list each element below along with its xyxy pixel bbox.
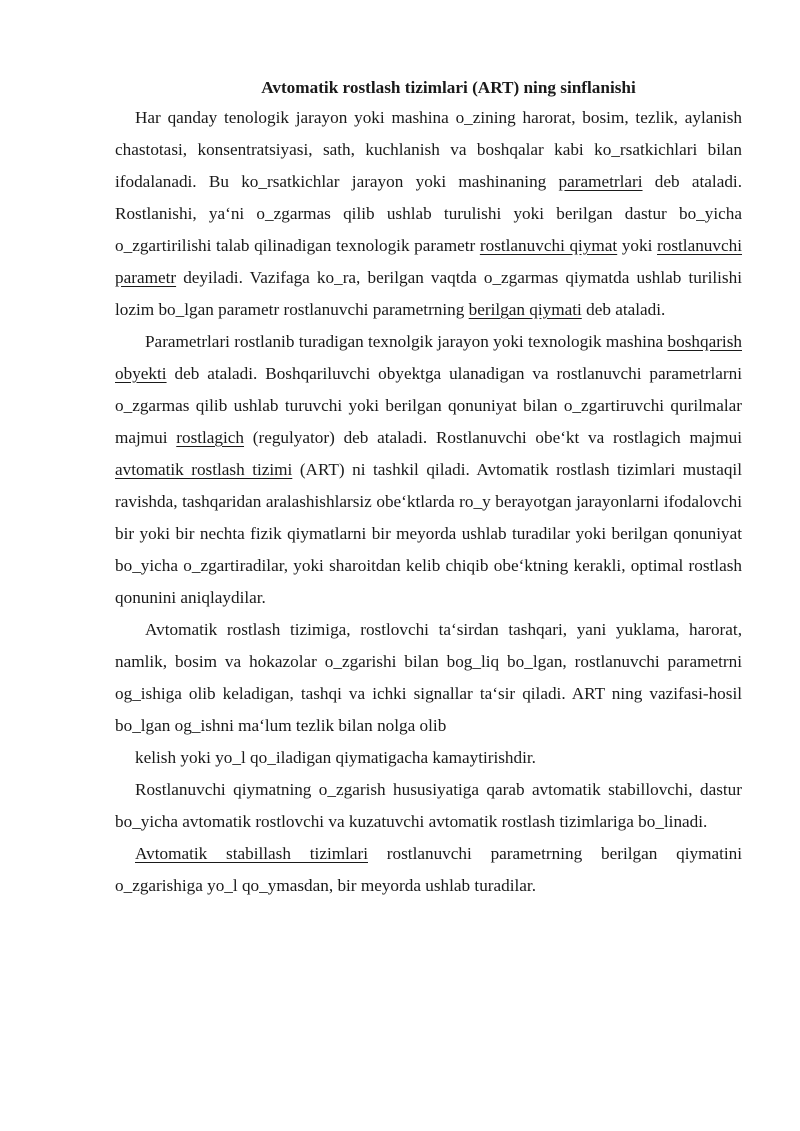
term-rostlagich: rostlagich	[176, 428, 245, 447]
term-avtomatik-rostlash-tizimi: avtomatik rostlash tizimi	[115, 460, 293, 479]
paragraph-stabilization	[115, 838, 742, 902]
p2-text-4: (ART) ni tashkil qiladi. Avtomatik rostlash tizimlari mustaqil ravishda, tashqaridan aralashishlarsiz obe‘ktlarda ro_y berayotgan jarayonlarni ifodalovchi bir yoki bir nechta fizik qiymatlarni bir meyorda ushlab turadilar yoki berilgan qonuniyat bo_yicha o_zgartiradilar, yoki sharoitdan kelib chiqib obe‘ktning kerakli, optimal rostlash qonunini aniqlaydilar.	[115, 460, 742, 607]
p5-text-1: rostlanuvchi parametrning berilgan qiymatini o_zgarishiga yo_l qo_ymasdan, bir meyorda ushlab turadilar.	[115, 844, 742, 895]
paragraph-classification: Rostlanuvchi qiymatning o_zgarish hususiyatiga qarab avtomatik stabillovchi, dastur bo_yicha avtomatik rostlovchi va kuzatuvchi avtomatik rostlash tizimlariga bo_linadi.	[115, 780, 742, 831]
term-boshqarish-obyekti: boshqarish obyekti	[115, 332, 742, 383]
term-berilgan-qiymati: berilgan qiymati	[468, 300, 582, 319]
p2-text-2: deb ataladi. Boshqariluvchi obyektga ulanadigan va rostlanuvchi parametrlarni o_zgarmas qilib ushlab turuvchi yoki berilgan qonuniyat bilan o_zgartiruvchi qurilmalar majmui	[115, 364, 742, 447]
p1-text-1: Har qanday tenologik jarayon yoki mashina o_zining harorat, bosim, tezlik, aylanish chastotasi, konsentratsiyasi, sath, kuchlanish va boshqalar kabi ko_rsatkichlari bilan ifodalanadi. Bu ko_rsatkichlar jarayon yoki mashinaning	[115, 108, 742, 191]
p1-text-4: deyiladi. Vazifaga ko_ra, berilgan vaqtda o_zgarmas qiymatda ushlab turilishi lozim bo_lgan parametr rostlanuvchi parametrning	[115, 268, 742, 319]
document-page	[115, 74, 742, 902]
p1-text-3: yoki	[617, 236, 658, 255]
term-rostlanuvchi-parametr: rostlanuvchi parametr	[115, 236, 742, 287]
term-avtomatik-stabillash-tizimlari: Avtomatik stabillash tizimlari	[135, 844, 368, 863]
paragraph-disturbances-continued: kelish yoki yo_l qo_iladigan qiymatigacha kamaytirishdir.	[135, 748, 536, 767]
p3-text-1: Avtomatik rostlash tizimiga, rostlovchi ta‘sirdan tashqari, yani yuklama, harorat, namlik, bosim va hokazolar o_zgarishi bilan bog_liq bo_lgan, rostlanuvchi parametrni og_ishiga olib keladigan, tashqi va ichki signallar ta‘sir qiladi. ART ning vazifasi-hosil bo_lgan og_ishni ma‘lum tezlik bilan nolga olib	[115, 620, 742, 735]
paragraph-parameters	[115, 102, 742, 326]
term-rostlanuvchi-qiymat: rostlanuvchi qiymat	[479, 236, 618, 255]
p2-text-1: Parametrlari rostlanib turadigan texnolgik jarayon yoki texnologik mashina	[145, 332, 668, 351]
document-title: Avtomatik rostlash tizimlari (ART) ning sinflanishi	[261, 78, 636, 97]
p1-text-2: deb ataladi. Rostlanishi, ya‘ni o_zgarmas qilib ushlab turulishi yoki berilgan dastur bo_yicha o_zgartirilishi talab qilinadigan texnologik parametr	[115, 172, 742, 255]
p1-text-5: deb ataladi.	[581, 300, 666, 319]
term-parametrlari: parametrlari	[558, 172, 643, 191]
paragraph-control-object	[115, 326, 742, 614]
p2-text-3: (regulyator) deb ataladi. Rostlanuvchi obe‘kt va rostlagich majmui	[244, 428, 742, 447]
paragraph-disturbances	[115, 614, 742, 742]
